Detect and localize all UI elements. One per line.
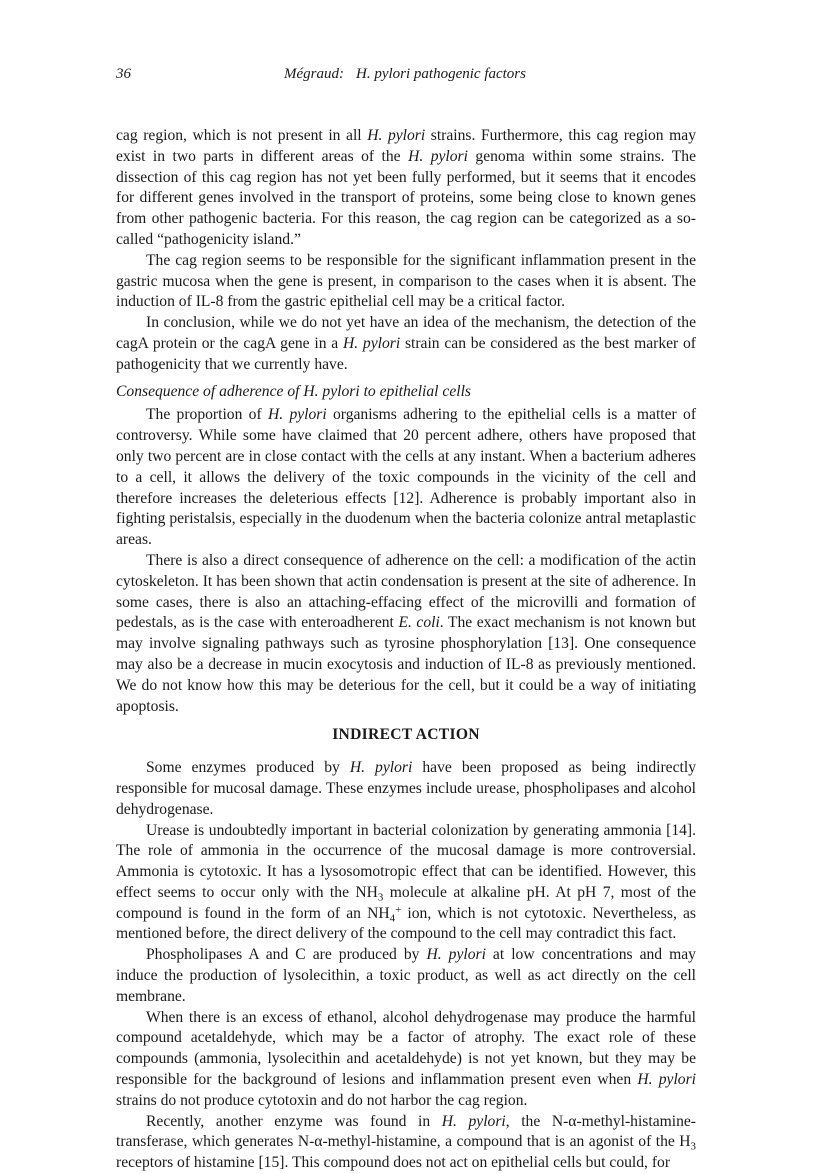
header-author: Mégraud: [284,66,344,82]
page [116,60,696,1174]
paragraph: When there is an excess of ethanol, alcohol dehydrogenase may produce the harmful compound acetaldehyde, which may be a factor of atrophy. The exact role of these compounds (ammonia, lysolecithin and acetaldehyde) is not yet known, but they may be responsible for the background of lesions and inflammation present even when H. pylori strains do not produce cytotoxin and do not harbor the cag region. [116,1008,696,1109]
running-header [116,60,696,82]
page-number: 36 [116,66,131,82]
paragraph: In conclusion, while we do not yet have an idea of the mechanism, the detection of the cagA protein or the cagA gene in a H. pylori strain can be considered as the best marker of pathogenicity that we currently have. [116,314,696,373]
paragraph: Some enzymes produced by H. pylori have been proposed as being indirectly responsible for mucosal damage. These enzymes include urease, phospholipases and alcohol dehydrogenase. [116,759,696,818]
subsection-heading: Consequence of adherence of H. pylori to epithelial cells [116,382,471,400]
header-title: H. pylori pathogenic factors [356,66,526,82]
paragraph: The proportion of H. pylori organisms adhering to the epithelial cells is a matter of controversy. While some have claimed that 20 percent adhere, others have proposed that only two percent are in close contact with the cells at any instant. When a bacterium adheres to a cell, it allows the delivery of the toxic compounds in the vicinity of the cell and therefore increases the deleterious effects [12]. Adherence is probably important also in fighting peristalsis, especially in the duodenum when the bacteria colonize antral metaplastic areas. [116,406,697,549]
paragraph: There is also a direct consequence of adherence on the cell: a modification of the actin cytoskeleton. It has been shown that actin condensation is present at the site of adherence. In some cases, there is also an attaching-effacing effect of the microvilli and formation of pedestals, as is the case with enteroadherent E. coli. The exact mechanism is not known but may involve signaling pathways such as tyrosine phosphorylation [13]. One consequence may also be a decrease in mucin exocytosis and induction of IL-8 as previously mentioned. We do not know how this may be deterious for the cell, but it could be a way of initiating apoptosis. [116,551,696,715]
section-heading: INDIRECT ACTION [332,726,480,744]
paragraph: cag region, which is not present in all H. pylori strains. Furthermore, this cag region may exist in two parts in different areas of the H. pylori genoma within some strains. The dissection of this cag region has not yet been fully performed, but it seems that it encodes for different genes involved in the transport of proteins, some being close to known genes from other pathogenic bacteria. For this reason, the cag region can be categorized as a so-called “pathogenicity island.” [116,127,696,248]
paragraph: The cag region seems to be responsible for the significant inflammation present in the gastric mucosa when the gene is present, in comparison to the cases when it is absent. The induction of IL-8 from the gastric epithelial cell may be a critical factor. [116,251,696,311]
paragraph: Recently, another enzyme was found in H. pylori, the N-α-methyl-histamine-transferase, which generates N-α-methyl-histamine, a compound that is an agonist of the $H_3$ receptors of histamine [15]. This compound does not act on epithelial cells but could, for [116,1112,696,1172]
paragraph: Phospholipases A and C are produced by H. pylori at low concentrations and may induce the production of lysolecithin, a toxic product, as well as act directly on the cell membrane. [116,946,696,1005]
running-title [284,64,526,85]
paragraph: Urease is undoubtedly important in bacterial colonization by generating ammonia [14]. The role of ammonia in the occurrence of the mucosal damage is more controversial. Ammonia is cytotoxic. It has a lysosomotropic effect that can be identified. However, this effect seems to occur only with the $NH_3$ molecule at alkaline pH. At pH 7, most of the compound is found in the form of an $NH_4^+$ ion, which is not cytotoxic. Nevertheless, as mentioned before, the direct delivery of the compound to the cell may contradict this fact. [116,821,696,943]
